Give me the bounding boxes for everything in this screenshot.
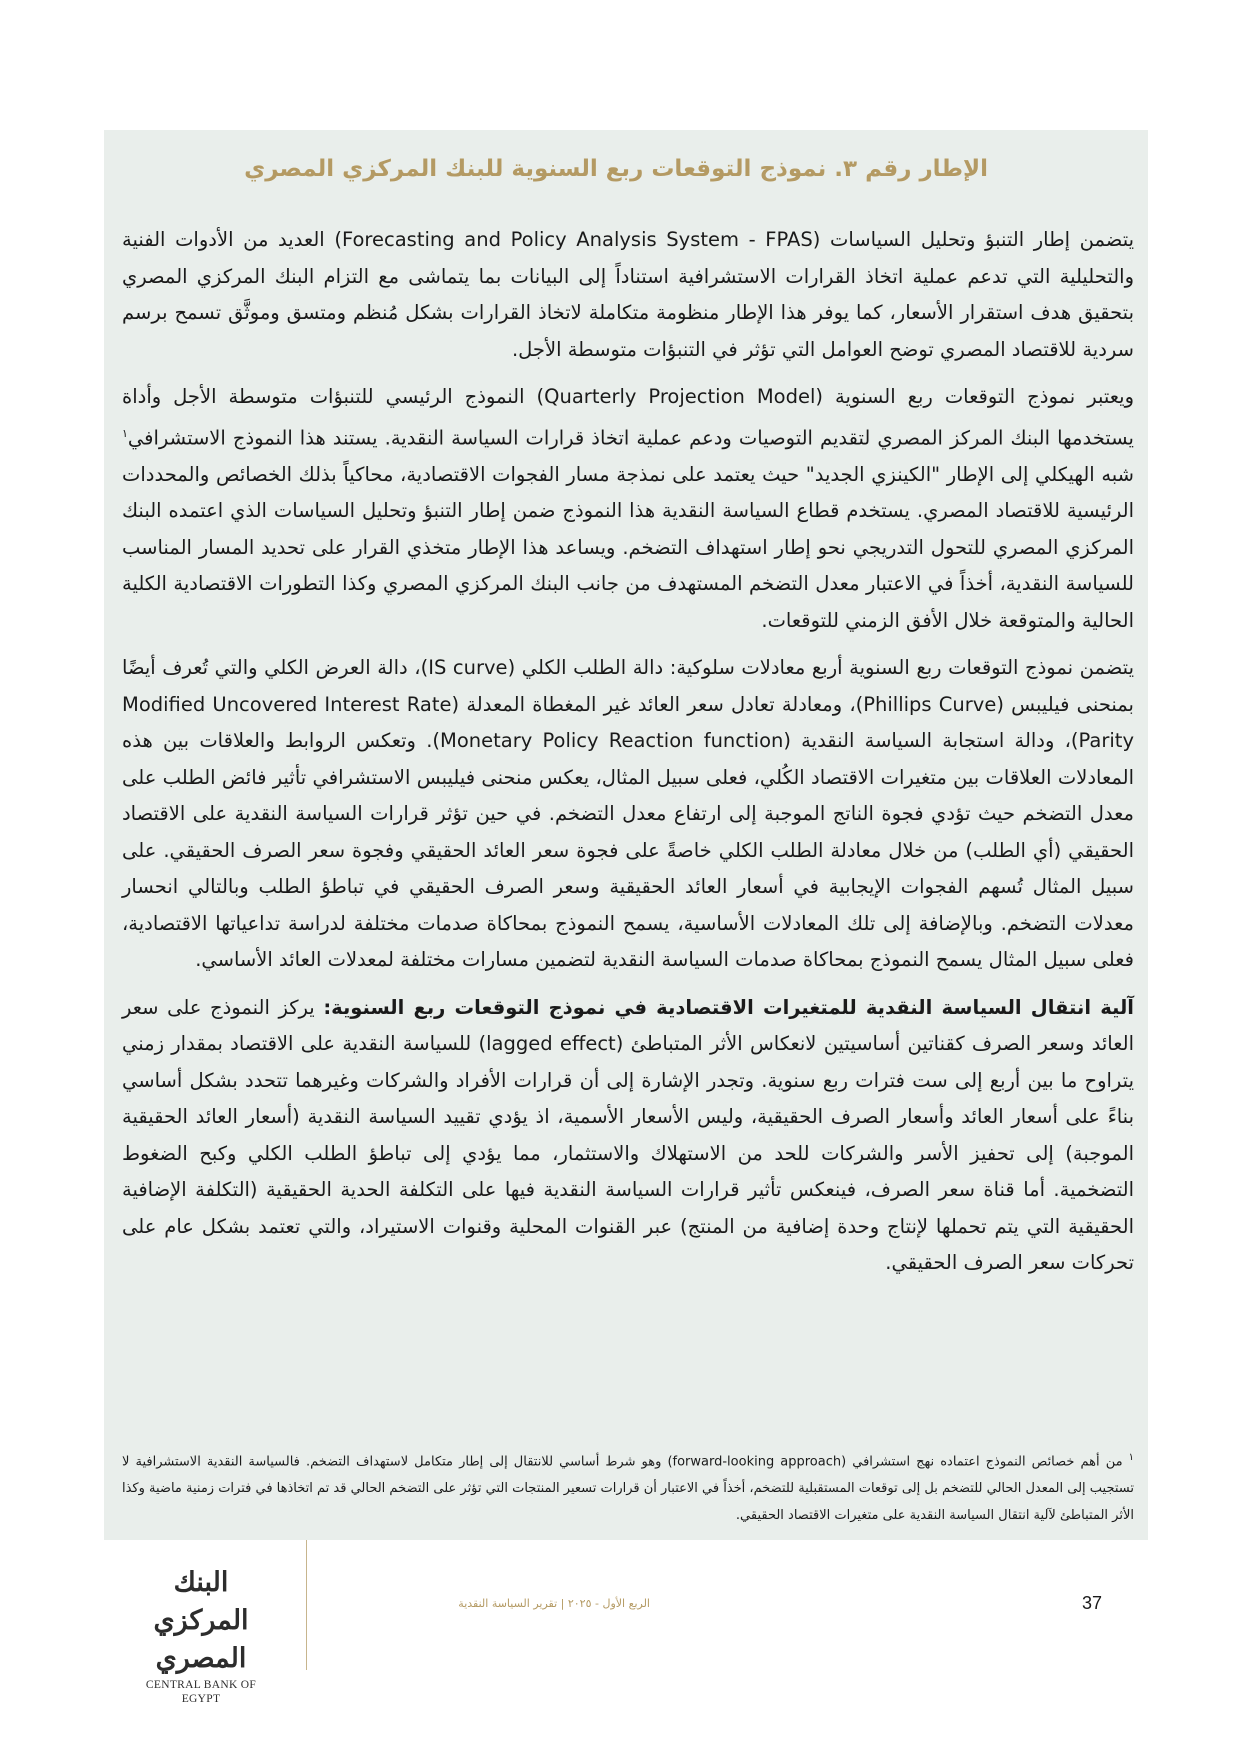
paragraph-fpas: يتضمن إطار التنبؤ وتحليل السياسات (Forecasting and Policy Analysis System - FPAS) العديد من الأدوات الفنية والتحليلية التي تدعم عملية اتخاذ القرارات الاستشرافية استناداً إلى البيانات بما يتماشى مع التزام البنك المركزي المصري بتحقيق هدف استقرار الأسعار، كما يوفر هذا الإطار منظومة متكاملة لاتخاذ القرارات بشكل مُنظم ومتسق وموثَّق تسمح برسم سردية للاقتصاد المصري توضح العوامل التي تؤثر في التنبؤات متوسطة الأجل. [122, 228, 1135, 361]
running-head: الربع الأول - ٢٠٢٥ | تقرير السياسة النقدية [458, 1597, 650, 1610]
box-panel [104, 130, 1148, 1540]
footnote [122, 1444, 1134, 1529]
box-title: الإطار رقم ٣. نموذج التوقعات ربع السنوية للبنك المركزي المصري [244, 156, 988, 182]
logo-english-text: CENTRAL BANK OF EGYPT [145, 1679, 257, 1705]
footnote-text: من أهم خصائص النموذج اعتماده نهج استشرافي (forward-looking approach) وهو شرط أساسي للانتقال إلى إطار متكامل لاستهداف التضخم. فالسياسة النقدية الاستشرافية لا تستجيب إلى المعدل الحالي للتضخم بل إلى توقعات المستقبلية للتضخم، أخذاً في الاعتبار أن قرارات تسعير المنتجات التي تؤثر على التضخم الحالي قد تم اتخاذها في فترات زمنية ماضية وكذا الأثر المتباطئ لآلية انتقال السياسة النقدية على متغيرات الاقتصاد الحقيقي. [121, 1454, 1134, 1524]
transmission-lead: آلية انتقال السياسة النقدية للمتغيرات الاقتصادية في نموذج التوقعات ربع السنوية: [323, 995, 1134, 1019]
paragraph-qpm-part-a: ويعتبر نموذج التوقعات ربع السنوية (Quarterly Projection Model) النموذج الرئيسي للتنبؤات متوسطة الأجل وأداة يستخدمها البنك المركز المصري لتقديم التوصيات ودعم عملية اتخاذ قرارات السياسة النقدية. يستند هذا النموذج الاستشرافي [122, 385, 1134, 449]
transmission-body: يركز النموذج على سعر العائد وسعر الصرف كقناتين أساسيتين لانعكاس الأثر المتباطئ (lagged effect) للسياسة النقدية على الاقتصاد بمقدار زمني يتراوح ما بين أربع إلى ست فترات ربع سنوية. وتجدر الإشارة إلى أن قرارات الأفراد والشركات وغيرهما تتحدد بشكل أساسي بناءً على أسعار العائد وأسعار الصرف الحقيقية، وليس الأسعار الأسمية، اذ يؤدي تقييد السياسة النقدية (أسعار العائد الحقيقية الموجبة) إلى تحفيز الأسر والشركات للحد من الاستهلاك والاستثمار، مما يؤدي إلى تباطؤ الطلب الكلي وكبح الضغوط التضخمية. أما قناة سعر الصرف، فينعكس تأثير قرارات السياسة النقدية فيها على التكلفة الحدية الحقيقية (التكلفة الإضافية الحقيقية التي يتم تحملها لإنتاج وحدة إضافية من المنتج) عبر القنوات المحلية وقنوات الاستيراد، والتي تعتمد بشكل عام على تحركات سعر الصرف الحقيقي. [122, 995, 1134, 1274]
footnote-mark: ١ [1128, 1452, 1135, 1463]
footer-divider [306, 1540, 307, 1670]
cbe-logo [126, 1564, 276, 1706]
logo-arabic-text: البنك المركزي المصري [153, 1567, 249, 1674]
page-footer [0, 1540, 1240, 1754]
paragraph-equations: يتضمن نموذج التوقعات ربع السنوية أربع معادلات سلوكية: دالة الطلب الكلي (IS curve)، دالة العرض الكلي والتي تُعرف أيضًا بمنحنى فيليبس (Phillips Curve)، ومعادلة تعادل سعر العائد غير المغطاة المعدلة (Modified Uncovered Interest Rate Parity)، ودالة استجابة السياسة النقدية (Monetary Policy Reaction function). وتعكس الروابط والعلاقات بين هذه المعادلات العلاقات بين متغيرات الاقتصاد الكُلي، فعلى سبيل المثال، يعكس منحنى فيليبس الاستشرافي تأثير فائض الطلب على معدل التضخم حيث تؤدي فجوة الناتج الموجبة إلى ارتفاع معدل التضخم. في حين تؤثر قرارات السياسة النقدية على الاقتصاد الحقيقي (أي الطلب) من خلال معادلة الطلب الكلي خاصةً على فجوة سعر العائد الحقيقي وفجوة سعر الصرف الحقيقي. على سبيل المثال تُسهم الفجوات الإيجابية في أسعار العائد الحقيقية وسعر الصرف الحقيقي في تباطؤ الطلب وبالتالي انحسار معدلات التضخم. وبالإضافة إلى تلك المعادلات الأساسية، يسمح النموذج بمحاكاة صدمات مختلفة لدراسة تداعياتها الاقتصادية، فعلى سبيل المثال يسمح النموذج بمحاكاة صدمات السياسة النقدية لتضمين مسارات مختلفة لمعدلات العائد الأساسي. [122, 656, 1134, 971]
paragraph-qpm-part-b: شبه الهيكلي إلى الإطار "الكينزي الجديد" حيث يعتمد على نمذجة مسار الفجوات الاقتصادية، محاكياً بذلك الخصائص والمحددات الرئيسية للاقتصاد المصري. يستخدم قطاع السياسة النقدية هذا النموذج ضمن إطار التنبؤ وتحليل السياسات الذي اعتمده البنك المركزي المصري للتحول التدريجي نحو إطار استهداف التضخم. ويساعد هذا الإطار متخذي القرار على تحديد المسار المناسب للسياسة النقدية، أخذاً في الاعتبار معدل التضخم المستهدف من جانب البنك المركزي المصري وكذا التطورات الاقتصادية الكلية الحالية والمتوقعة خلال الأفق الزمني للتوقعات. [122, 462, 1134, 632]
footnote-reference[interactable]: ١ [122, 426, 128, 440]
box-content [122, 222, 1134, 1294]
paragraph-qpm [122, 379, 1134, 639]
paragraph-transmission [122, 990, 1134, 1282]
page-number: 37 [1082, 1593, 1103, 1613]
